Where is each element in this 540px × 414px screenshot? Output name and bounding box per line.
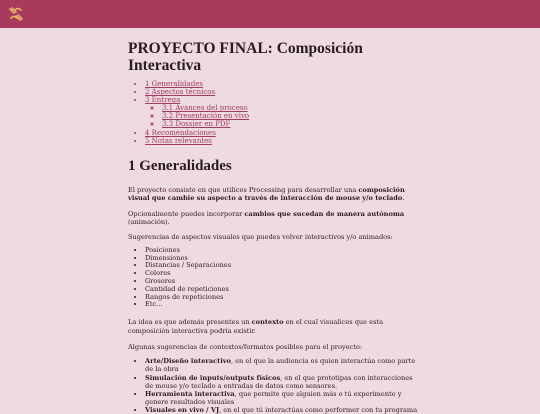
text: , en el que prototipas con interacciones de mouse y/o teclado a entradas de datos como sensores. [145, 373, 413, 390]
list-item: • Rangos de repeticiones [145, 294, 418, 302]
text: en el cual visualices que esta composición interactiva podría existir. [128, 318, 384, 335]
text: La idea es que además presentes un [128, 318, 252, 327]
pattern-logo-icon[interactable] [8, 6, 24, 22]
toc-subitem [162, 120, 418, 128]
list-item [145, 374, 418, 390]
list-item: • Posiciones [145, 247, 418, 255]
toc-item [145, 96, 418, 128]
toc-link-entrega[interactable]: 3 Entrega [145, 96, 181, 105]
text: , en el que la audiencia es quien interactúa como parte de la obra [145, 357, 416, 374]
text: , que permite que alguien más o tú experimente y genere resultados visuales [145, 389, 402, 406]
toc-sublist [145, 104, 418, 128]
toc-item [145, 137, 418, 145]
list-item: • Distancias / Separaciones [145, 262, 418, 270]
text: . [402, 194, 405, 203]
list-item [145, 406, 418, 414]
section-heading: 1 Generalidades [128, 157, 232, 174]
intro-paragraph [128, 186, 418, 203]
toc-link-generalidades[interactable]: 1 Generalidades [145, 80, 203, 88]
emphasis: contexto [251, 318, 284, 327]
toc-link-presentacion[interactable]: 3.2 Presentación en vivo [162, 112, 250, 121]
toc-link-avances[interactable]: 3.1 Avances del proceso [162, 104, 248, 113]
emphasis: cambios que sucedan de manera autónoma [244, 209, 405, 218]
emphasis: Visuales en vivo / VJ [145, 405, 220, 414]
toc-item [145, 80, 418, 88]
optional-paragraph [128, 210, 418, 227]
emphasis: Herramienta interactiva [145, 389, 235, 398]
table-of-contents [128, 80, 418, 145]
context-paragraph [128, 318, 418, 335]
toc-item [145, 129, 418, 137]
text: , en el que tú interactúas como performer con tu programa [219, 405, 418, 414]
list-item: • Cantidad de repeticiones [145, 286, 418, 294]
toc-subitem [162, 104, 418, 112]
toc-link-notas[interactable]: 5 Notas relevantes [145, 136, 212, 145]
page-title: PROYECTO FINAL: Composición Interactiva [128, 40, 363, 74]
aspects-list [128, 247, 418, 309]
toc-item [145, 88, 418, 96]
list-item: • Etc... [145, 301, 418, 309]
contexts-list [128, 357, 418, 414]
document-content [128, 40, 418, 414]
toc-link-recomendaciones[interactable]: 4 Recomendaciones [145, 128, 216, 137]
text: (animación). [128, 217, 170, 226]
list-item: • Dimensiones [145, 255, 418, 263]
toc-subitem [162, 112, 418, 120]
emphasis: composición visual que cambie su aspecto a través de interacción de mouse y/o teclado [128, 185, 405, 203]
emphasis: Simulación de inputs/outputs físicos [145, 373, 281, 382]
emphasis: Arte/Diseño interactivo [145, 357, 231, 366]
toc-link-aspectos[interactable]: 2 Aspectos técnicos [145, 88, 216, 97]
list-item [145, 357, 418, 373]
formats-paragraph: Algunas sugerencias de contextos/formatos posibles para el proyecto: [128, 342, 363, 351]
suggestions-paragraph: Sugerencias de aspectos visuales que puedes volver interactivos y/o animados: [128, 233, 393, 242]
list-item: • Colores [145, 270, 418, 278]
toc-link-dossier[interactable]: 3.3 Dossier en PDF [162, 120, 231, 129]
list-item [145, 390, 418, 406]
text: Opcionalmente puedes incorporar [128, 209, 245, 218]
text: El proyecto consiste en que utilices Processing para desarrollar una [128, 185, 359, 194]
top-bar [0, 0, 540, 28]
list-item: • Grosores [145, 278, 418, 286]
